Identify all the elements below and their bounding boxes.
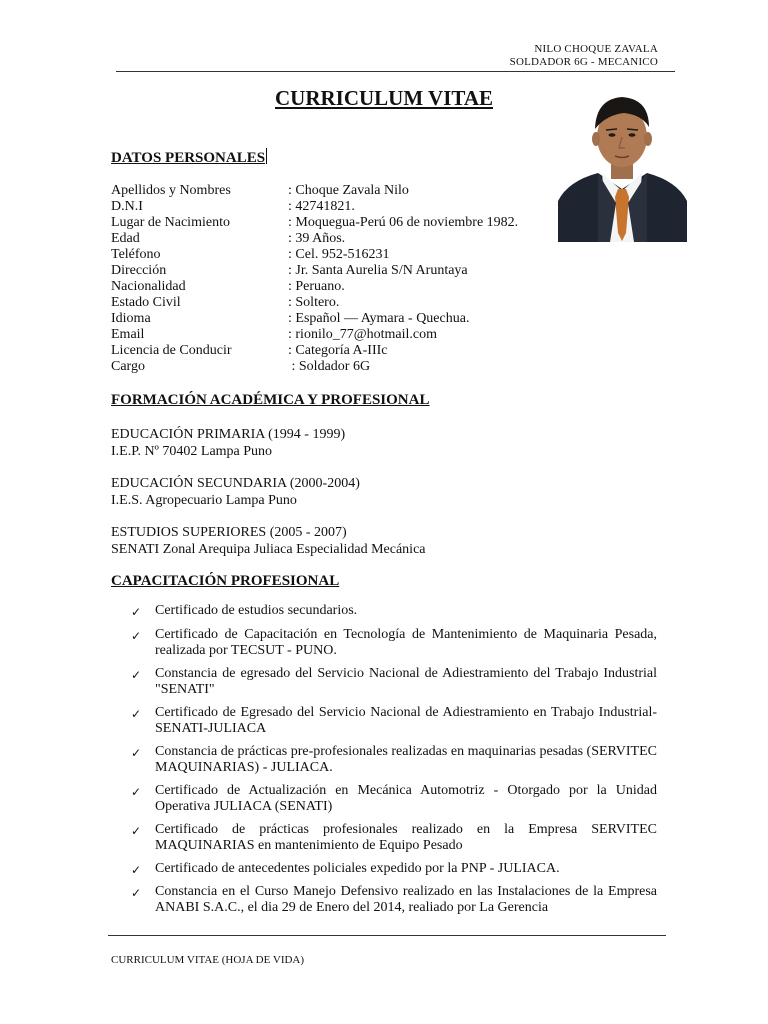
personal-label: Lugar de Nacimiento bbox=[111, 215, 230, 230]
check-icon: ✓ bbox=[131, 824, 142, 838]
education-item bbox=[111, 426, 345, 460]
personal-label: D.N.I bbox=[111, 199, 143, 214]
personal-label: Licencia de Conducir bbox=[111, 343, 232, 358]
personal-value: : Español — Aymara - Quechua. bbox=[288, 311, 470, 326]
education-school: I.E.P. Nº 70402 Lampa Puno bbox=[111, 444, 273, 459]
list-item-text: Constancia de prácticas pre-profesionales realizadas en maquinarias pesadas (SERVITEC MAQUINARIAS) - JULIACA. bbox=[155, 744, 657, 775]
list-item-text: Certificado de prácticas profesionales realizado en la Empresa SERVITEC MAQUINARIAS en mantenimiento de Equipo Pesado bbox=[155, 822, 657, 853]
personal-value: : 39 Años. bbox=[288, 231, 346, 246]
personal-label: Cargo bbox=[111, 359, 145, 374]
list-item-text: Certificado de Egresado del Servicio Nacional de Adiestramiento en Trabajo Industrial- SENATI-JULIACA bbox=[155, 705, 657, 736]
education-item bbox=[111, 524, 426, 558]
list-item bbox=[111, 884, 657, 916]
header-divider bbox=[116, 71, 675, 72]
personal-value: : Categoría A-IIIc bbox=[288, 343, 388, 358]
personal-value: : Cel. 952-516231 bbox=[288, 247, 390, 262]
training-list bbox=[111, 603, 657, 916]
list-item-text: Constancia en el Curso Manejo Defensivo realizado en las Instalaciones de la Empresa ANABI S.A.C., el dia 29 de Enero del 2014, realiado por La Gerencia bbox=[155, 884, 657, 915]
section-heading-education: FORMACIÓN ACADÉMICA Y PROFESIONAL bbox=[111, 392, 430, 408]
personal-value: : Moquegua-Perú 06 de noviembre 1982. bbox=[288, 215, 519, 230]
personal-row bbox=[111, 215, 581, 231]
list-item-text: Certificado de Actualización en Mecánica Automotriz - Otorgado por la Unidad Operativa JULIACA (SENATI) bbox=[155, 783, 657, 814]
check-icon: ✓ bbox=[131, 886, 142, 900]
personal-value: : Choque Zavala Nilo bbox=[288, 183, 409, 198]
list-item-text: Constancia de egresado del Servicio Nacional de Adiestramiento del Trabajo Industrial "SENATI" bbox=[155, 666, 657, 697]
personal-label: Dirección bbox=[111, 263, 167, 278]
personal-row bbox=[111, 247, 581, 263]
personal-value: : Soldador 6G bbox=[288, 359, 371, 374]
check-icon: ✓ bbox=[131, 707, 142, 721]
personal-label: Idioma bbox=[111, 311, 151, 326]
section-heading-training: CAPACITACIÓN PROFESIONAL bbox=[111, 573, 340, 589]
list-item bbox=[111, 705, 657, 737]
list-item bbox=[111, 603, 657, 619]
education-level: ESTUDIOS SUPERIORES (2005 - 2007) bbox=[111, 525, 347, 540]
education-school: SENATI Zonal Arequipa Juliaca Especialidad Mecánica bbox=[111, 542, 426, 557]
check-icon: ✓ bbox=[131, 605, 142, 619]
personal-heading-text: DATOS PERSONALES bbox=[111, 150, 266, 166]
personal-row bbox=[111, 183, 581, 199]
personal-label: Nacionalidad bbox=[111, 279, 186, 294]
personal-value: : rionilo_77@hotmail.com bbox=[288, 327, 437, 342]
personal-label: Estado Civil bbox=[111, 295, 181, 310]
personal-value: : 42741821. bbox=[288, 199, 355, 214]
personal-row bbox=[111, 343, 581, 359]
text-cursor bbox=[266, 148, 267, 164]
section-heading-personal bbox=[111, 148, 267, 167]
education-school: I.E.S. Agropecuario Lampa Puno bbox=[111, 493, 297, 508]
personal-data-table bbox=[111, 183, 581, 375]
list-item-text: Certificado de Capacitación en Tecnología de Mantenimiento de Maquinaria Pesada, realizada por TECSUT - PUNO. bbox=[155, 627, 657, 658]
personal-label: Email bbox=[111, 327, 145, 342]
page-title: CURRICULUM VITAE bbox=[275, 86, 493, 110]
personal-row bbox=[111, 295, 581, 311]
personal-row bbox=[111, 199, 581, 215]
list-item bbox=[111, 744, 657, 776]
footer-text: CURRICULUM VITAE (HOJA DE VIDA) bbox=[111, 954, 305, 966]
check-icon: ✓ bbox=[131, 668, 142, 682]
personal-row bbox=[111, 279, 581, 295]
education-level: EDUCACIÓN SECUNDARIA (2000-2004) bbox=[111, 476, 360, 491]
check-icon: ✓ bbox=[131, 746, 142, 760]
personal-value: : Peruano. bbox=[288, 279, 345, 294]
footer-divider bbox=[108, 935, 666, 936]
list-item bbox=[111, 822, 657, 854]
list-item bbox=[111, 666, 657, 698]
personal-value: : Soltero. bbox=[288, 295, 340, 310]
personal-label: Teléfono bbox=[111, 247, 161, 262]
list-item bbox=[111, 783, 657, 815]
list-item-text: Certificado de estudios secundarios. bbox=[155, 603, 358, 618]
personal-row bbox=[111, 311, 581, 327]
personal-value: : Jr. Santa Aurelia S/N Aruntaya bbox=[288, 263, 468, 278]
list-item bbox=[111, 861, 657, 877]
check-icon: ✓ bbox=[131, 863, 142, 877]
personal-row bbox=[111, 263, 581, 279]
list-item-text: Certificado de antecedentes policiales expedido por la PNP - JULIACA. bbox=[155, 861, 560, 876]
personal-label: Apellidos y Nombres bbox=[111, 183, 231, 198]
personal-row bbox=[111, 231, 581, 247]
education-level: EDUCACIÓN PRIMARIA (1994 - 1999) bbox=[111, 427, 346, 442]
header-name: NILO CHOQUE ZAVALA bbox=[534, 43, 658, 55]
education-item bbox=[111, 475, 360, 509]
header-role: SOLDADOR 6G - MECANICO bbox=[509, 56, 658, 68]
personal-row bbox=[111, 359, 581, 375]
check-icon: ✓ bbox=[131, 785, 142, 799]
check-icon: ✓ bbox=[131, 629, 142, 643]
personal-label: Edad bbox=[111, 231, 140, 246]
personal-row bbox=[111, 327, 581, 343]
list-item bbox=[111, 627, 657, 659]
